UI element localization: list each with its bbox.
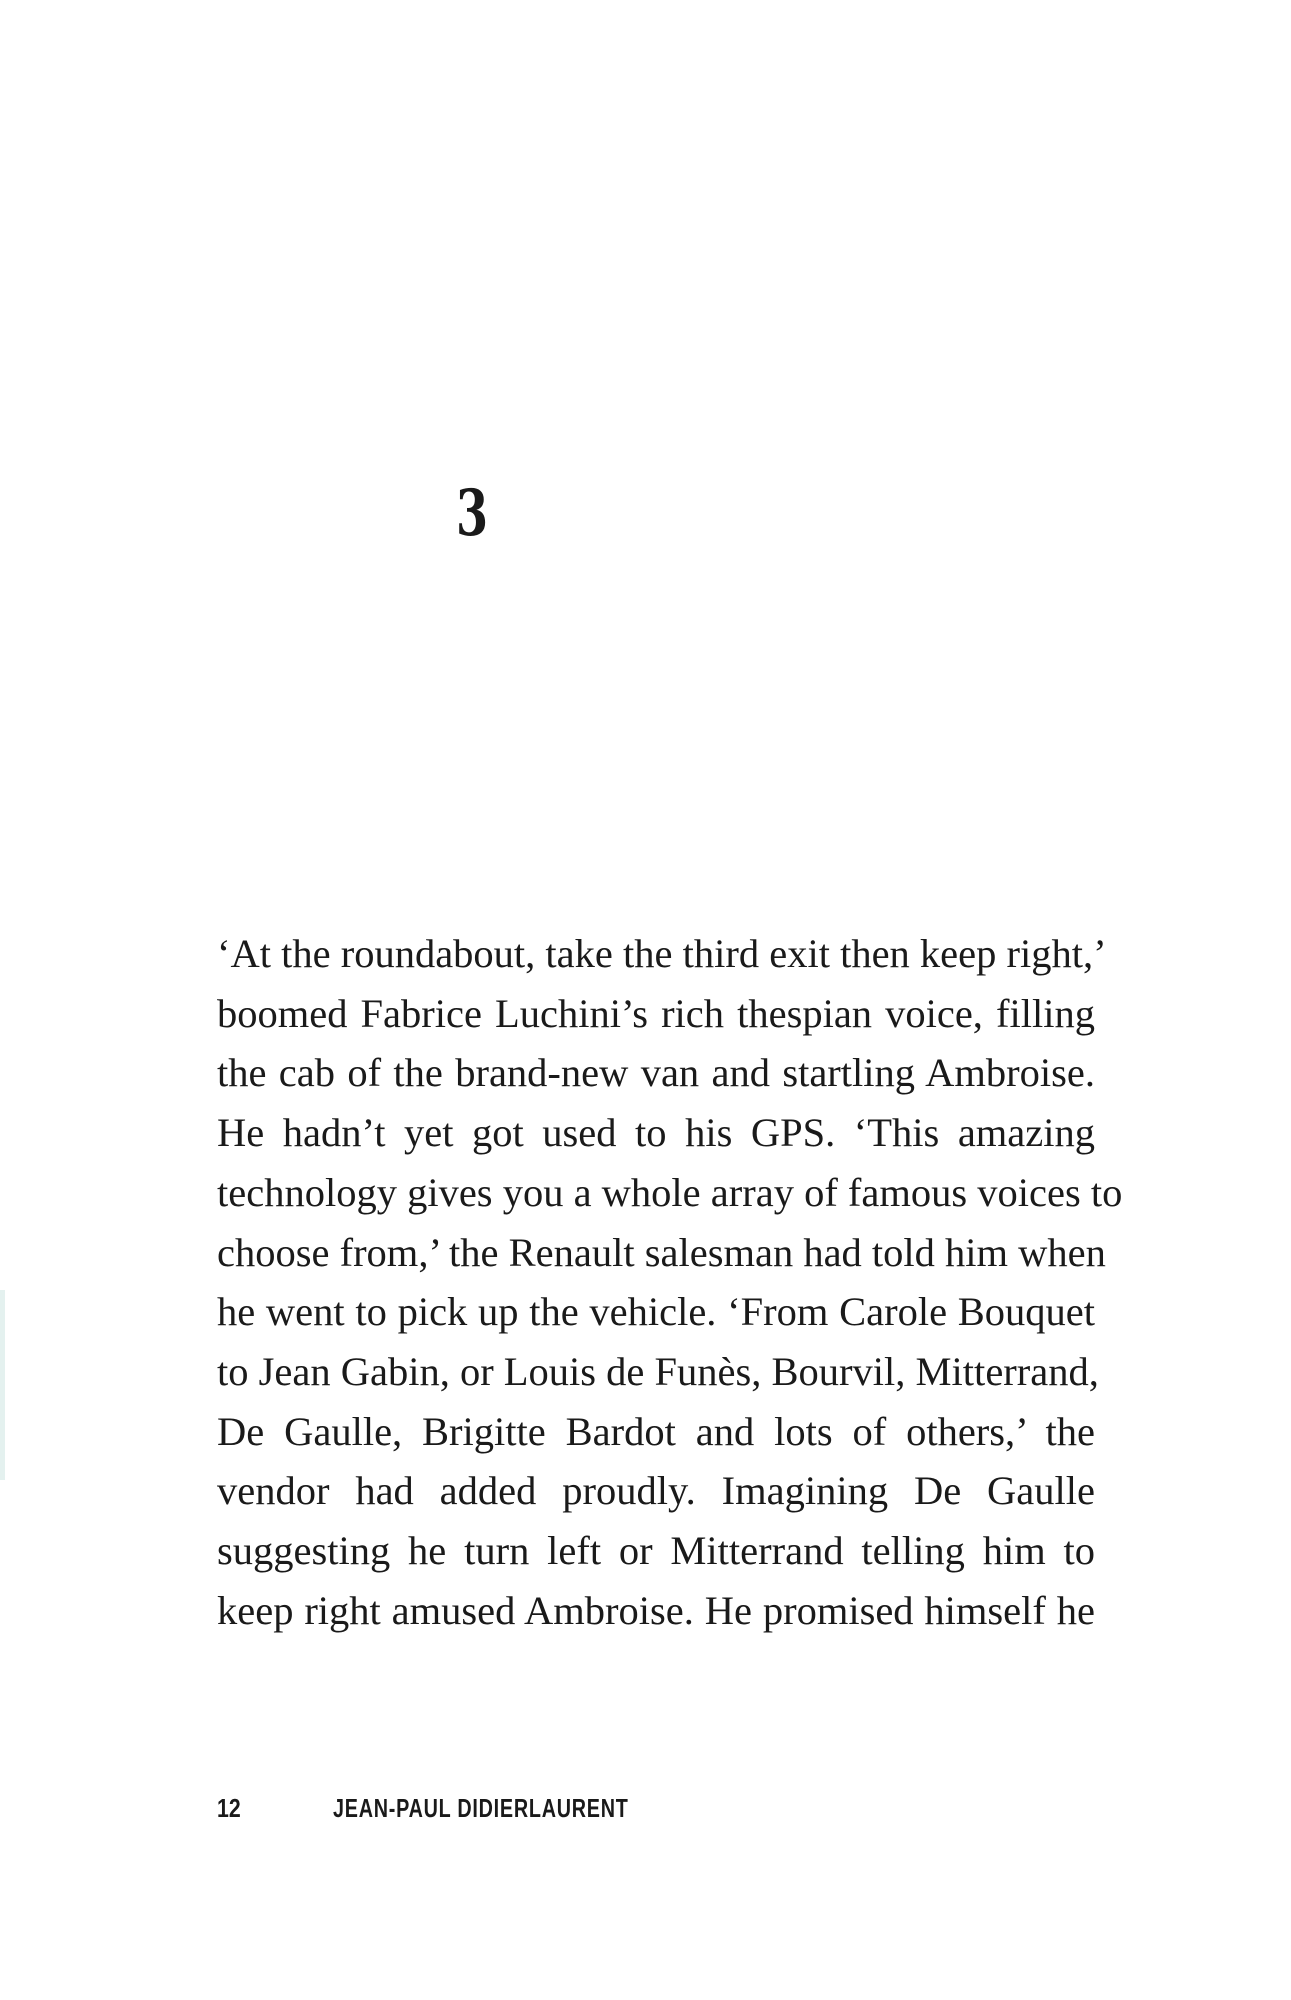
page-footer [0,1788,1291,1828]
text-line: ‘At the roundabout, take the third exit then keep right,’ [217,931,1107,976]
text-line: De Gaulle, Brigitte Bardot and lots of others,’ the [217,1408,1095,1454]
text-line: choose from,’ the Renault salesman had told him when [217,1229,1106,1275]
page-edge-strip [0,1290,5,1480]
text-line: boomed Fabrice Luchini’s rich thespian voice, filling [217,990,1095,1036]
body-paragraph [217,924,1123,1640]
text-line: keep right amused Ambroise. He promised himself he [217,1587,1095,1633]
page-number: 12 [217,1793,241,1823]
text-line: He hadn’t yet got used to his GPS. ‘This amazing [217,1110,1095,1156]
text-line: technology gives you a whole array of famous voices to [217,1169,1123,1215]
running-head-author: JEAN-PAUL DIDIERLAURENT [333,1793,629,1823]
chapter-number: 3 [455,476,489,551]
text-line: to Jean Gabin, or Louis de Funès, Bourvil, Mitterrand, [217,1348,1099,1394]
text-line: the cab of the brand-new van and startling Ambroise. [217,1050,1095,1096]
text-line: suggesting he turn left or Mitterrand telling him to [217,1528,1095,1574]
text-line: he went to pick up the vehicle. ‘From Carole Bouquet [217,1289,1095,1335]
text-line: vendor had added proudly. Imagining De Gaulle [217,1468,1095,1514]
